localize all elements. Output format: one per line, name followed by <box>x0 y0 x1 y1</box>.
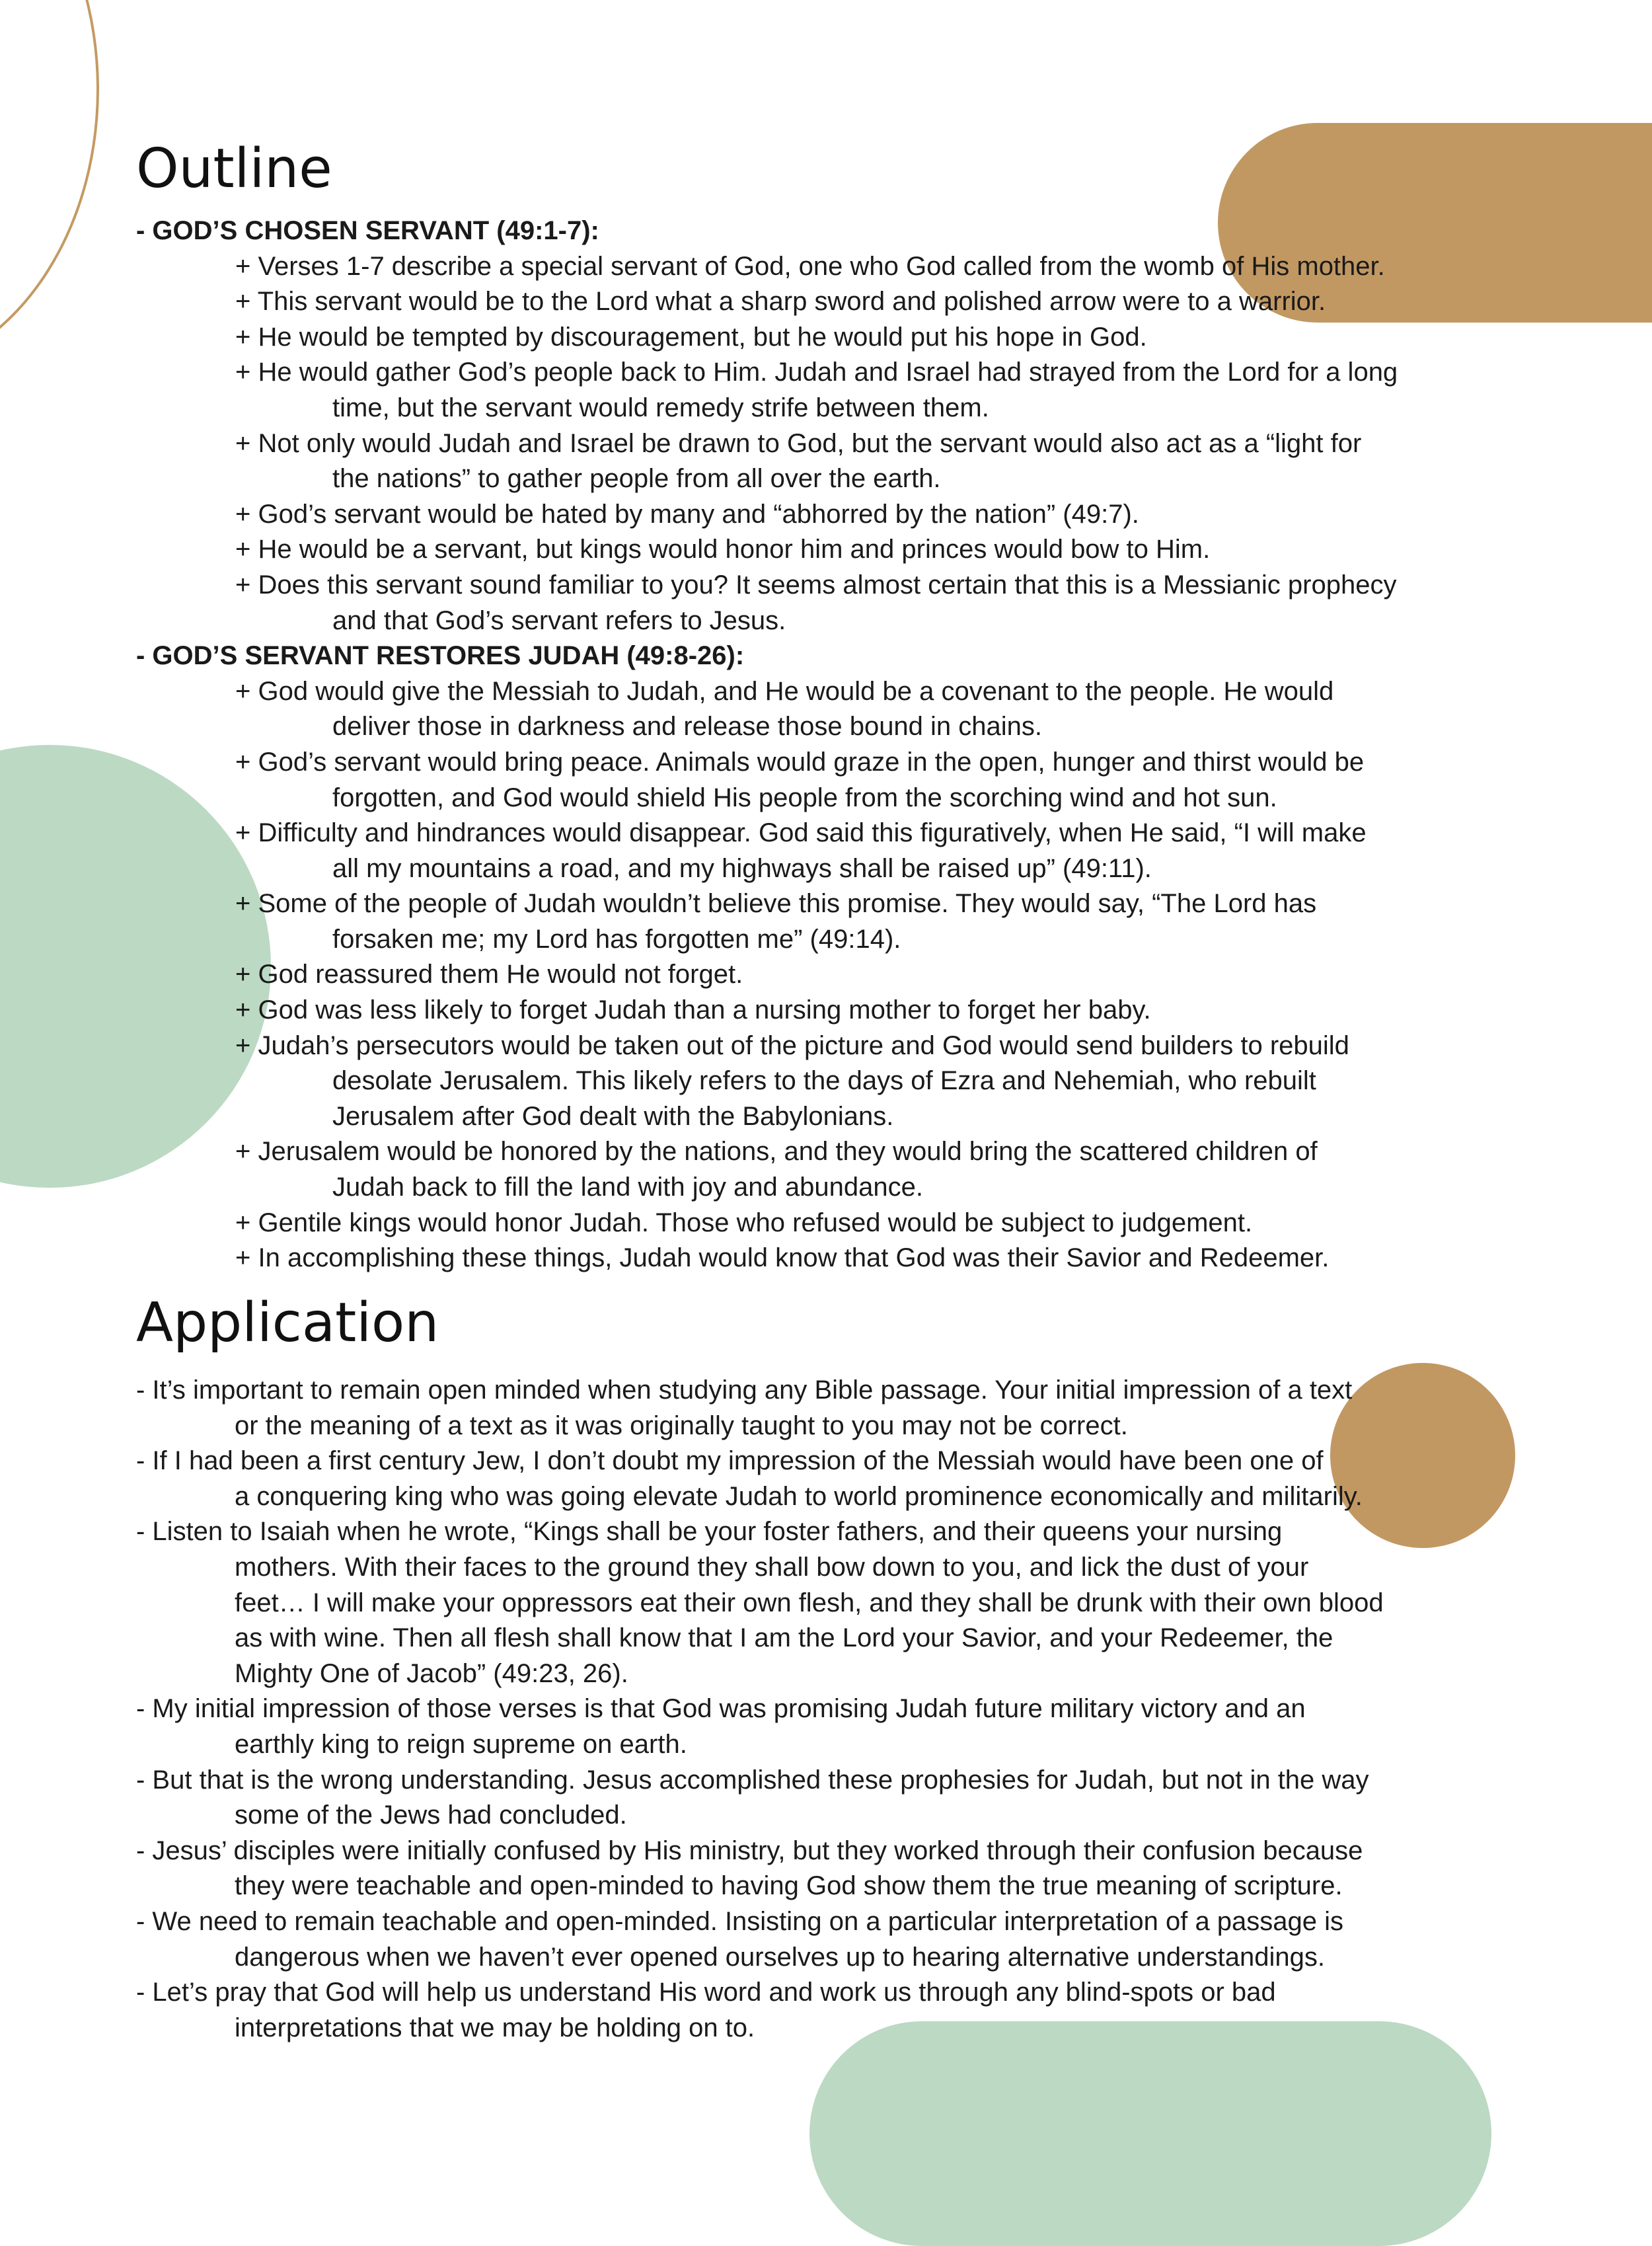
outline-point: + God’s servant would bring peace. Animals would graze in the open, hunger and thirst would be <box>235 747 1365 777</box>
outline-point: + Does this servant sound familiar to you? It seems almost certain that this is a Messianic prophecy <box>235 570 1397 600</box>
outline-point-continuation: time, but the servant would remedy strife between them. <box>332 393 989 422</box>
application-point: - It’s important to remain open minded when studying any Bible passage. Your initial impression of a text <box>136 1375 1353 1405</box>
section-title: - GOD’S CHOSEN SERVANT (49:1-7): <box>136 216 599 245</box>
outline-point-continuation: deliver those in darkness and release those bound in chains. <box>332 712 1043 742</box>
outline-point-continuation: forsaken me; my Lord has forgotten me” (49:14). <box>332 924 901 954</box>
application-point: - My initial impression of those verses is that God was promising Judah future military victory and an <box>136 1694 1306 1724</box>
decorative-pill-bottom <box>809 2021 1491 2246</box>
outline-point-continuation: desolate Jerusalem. This likely refers to the days of Ezra and Nehemiah, who rebuilt <box>332 1066 1316 1096</box>
application-point: - Jesus’ disciples were initially confused by His ministry, but they worked through their confusion because <box>136 1836 1363 1865</box>
application-heading: Application <box>136 1292 439 1354</box>
application-point-continuation: they were teachable and open-minded to having God show them the true meaning of scripture. <box>235 1871 1343 1901</box>
application-point: - Listen to Isaiah when he wrote, “Kings shall be your foster fathers, and their queens your nursing <box>136 1517 1283 1547</box>
application-point-continuation: Mighty One of Jacob” (49:23, 26). <box>235 1658 628 1688</box>
outline-point-continuation: the nations” to gather people from all over the earth. <box>332 464 941 494</box>
outline-point-continuation: Judah back to fill the land with joy and abundance. <box>332 1173 923 1202</box>
application-point-continuation: mothers. With their faces to the ground they shall bow down to you, and lick the dust of your <box>235 1552 1309 1582</box>
outline-point: + God was less likely to forget Judah than a nursing mother to forget her baby. <box>235 995 1151 1025</box>
application-point-continuation: earthly king to reign supreme on earth. <box>235 1729 687 1759</box>
outline-point: + He would be a servant, but kings would honor him and princes would bow to Him. <box>235 535 1211 564</box>
outline-heading: Outline <box>136 137 332 200</box>
outline-point-continuation: all my mountains a road, and my highways shall be raised up” (49:11). <box>332 853 1152 883</box>
outline-point: + Verses 1-7 describe a special servant of God, one who God called from the womb of His mother. <box>235 251 1385 281</box>
application-point: - Let’s pray that God will help us understand His word and work us through any blind-spots or bad <box>136 1978 1276 2007</box>
application-point-continuation: feet… I will make your oppressors eat their own flesh, and they shall be drunk with their own blood <box>235 1588 1384 1617</box>
outline-point: + In accomplishing these things, Judah would know that God was their Savior and Redeemer. <box>235 1243 1330 1273</box>
application-point-continuation: some of the Jews had concluded. <box>235 1801 627 1830</box>
outline-point: + Gentile kings would honor Judah. Those who refused would be subject to judgement. <box>235 1208 1253 1237</box>
application-point-continuation: interpretations that we may be holding on to. <box>235 2013 755 2042</box>
outline-point: + Some of the people of Judah wouldn’t believe this promise. They would say, “The Lord has <box>235 889 1317 919</box>
outline-point: + God would give the Messiah to Judah, and He would be a covenant to the people. He would <box>235 676 1334 706</box>
outline-point: + Jerusalem would be honored by the nations, and they would bring the scattered children of <box>235 1137 1318 1167</box>
outline-point: + He would be tempted by discouragement, but he would put his hope in God. <box>235 322 1147 352</box>
application-list <box>0 1373 1652 2046</box>
outline-point-continuation: and that God’s servant refers to Jesus. <box>332 605 786 635</box>
outline-point-continuation: forgotten, and God would shield His people from the scorching wind and hot sun. <box>332 783 1277 812</box>
outline-list <box>0 213 1652 1276</box>
outline-point: + God’s servant would be hated by many and “abhorred by the nation” (49:7). <box>235 499 1139 529</box>
outline-point: + Difficulty and hindrances would disappear. God said this figuratively, when He said, “I will make <box>235 818 1367 848</box>
application-point: - We need to remain teachable and open-minded. Insisting on a particular interpretation of a passage is <box>136 1906 1344 1936</box>
application-point-continuation: dangerous when we haven’t ever opened ourselves up to hearing alternative understandings. <box>235 1942 1325 1972</box>
outline-point: + He would gather God’s people back to Him. Judah and Israel had strayed from the Lord for a long <box>235 358 1398 387</box>
application-point: - But that is the wrong understanding. Jesus accomplished these prophesies for Judah, but not in the way <box>136 1765 1369 1795</box>
outline-point: + God reassured them He would not forget. <box>235 960 743 989</box>
outline-point: + This servant would be to the Lord what a sharp sword and polished arrow were to a warrior. <box>235 287 1326 317</box>
application-point-continuation: a conquering king who was going elevate Judah to world prominence economically and militarily. <box>235 1481 1363 1511</box>
outline-point: + Not only would Judah and Israel be drawn to God, but the servant would also act as a “light for <box>235 428 1362 458</box>
outline-point: + Judah’s persecutors would be taken out of the picture and God would send builders to rebuild <box>235 1030 1349 1060</box>
application-point-continuation: or the meaning of a text as it was originally taught to you may not be correct. <box>235 1411 1128 1440</box>
outline-point-continuation: Jerusalem after God dealt with the Babylonians. <box>332 1101 894 1131</box>
application-point: - If I had been a first century Jew, I don’t doubt my impression of the Messiah would have been one of <box>136 1446 1324 1476</box>
section-title: - GOD’S SERVANT RESTORES JUDAH (49:8-26): <box>136 641 745 671</box>
application-point-continuation: as with wine. Then all flesh shall know that I am the Lord your Savior, and your Redeemer, the <box>235 1623 1333 1653</box>
